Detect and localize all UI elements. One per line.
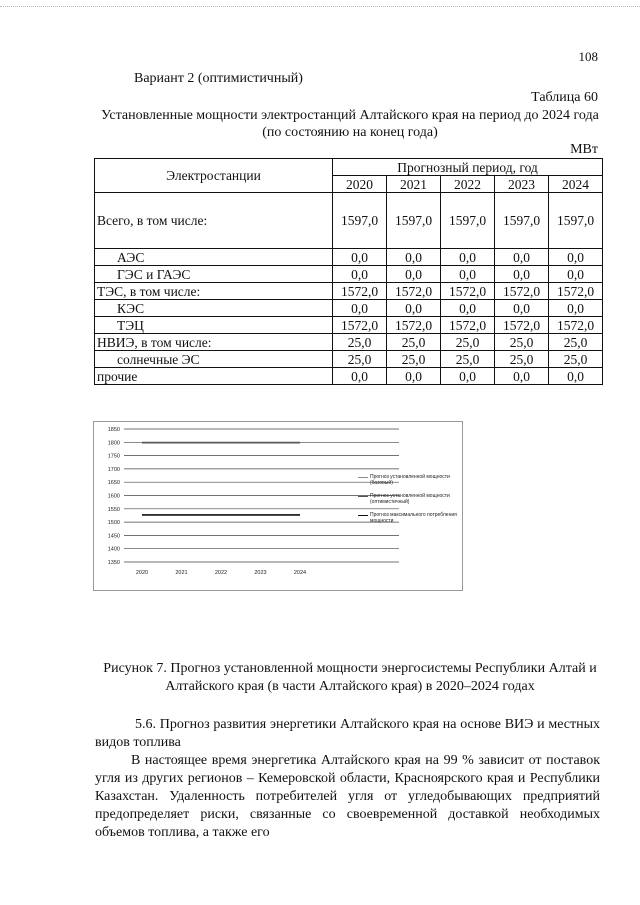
- x-tick-label: 2020: [135, 570, 149, 576]
- row-value: 0,0: [333, 266, 387, 283]
- row-value: 1572,0: [495, 283, 549, 300]
- row-value: 25,0: [333, 334, 387, 351]
- table-unit: МВт: [570, 142, 598, 157]
- legend-item: [358, 474, 458, 486]
- table-row: [95, 300, 603, 317]
- row-value: 1597,0: [441, 193, 495, 249]
- row-value: 1572,0: [333, 317, 387, 334]
- y-tick-label: 1450: [107, 533, 120, 540]
- legend-item: [358, 512, 458, 524]
- row-value: 25,0: [441, 334, 495, 351]
- row-value: 25,0: [549, 334, 603, 351]
- row-value: 25,0: [387, 351, 441, 368]
- section-body: [95, 716, 600, 842]
- row-value: 0,0: [333, 249, 387, 266]
- x-tick-label: 2022: [214, 570, 228, 576]
- table-row: [95, 249, 603, 266]
- scan-artifact-line: [0, 6, 640, 7]
- capacity-table: [94, 158, 603, 385]
- header-period: Прогнозный период, год: [333, 159, 603, 176]
- row-value: 0,0: [549, 249, 603, 266]
- row-value: 0,0: [387, 249, 441, 266]
- row-value: 1572,0: [441, 283, 495, 300]
- table-row: [95, 368, 603, 385]
- legend-swatch: [358, 496, 368, 497]
- row-label: солнечные ЭС: [95, 351, 333, 368]
- row-value: 0,0: [441, 300, 495, 317]
- table-header-row: [95, 159, 603, 176]
- row-value: 25,0: [495, 334, 549, 351]
- row-value: 0,0: [387, 266, 441, 283]
- legend-label: Прогноз максимального потребления мощности: [370, 512, 457, 524]
- y-tick-label: 1800: [107, 440, 120, 447]
- row-value: 25,0: [549, 351, 603, 368]
- legend-label: Прогноз установленной мощности (оптимистичный): [370, 493, 450, 505]
- x-tick-label: 2023: [254, 570, 267, 576]
- row-value: 0,0: [549, 266, 603, 283]
- legend-label: Прогноз установленной мощности (базовый): [370, 474, 450, 486]
- y-tick-label: 1350: [107, 560, 120, 566]
- table-row: [95, 193, 603, 249]
- y-tick-label: 1750: [107, 453, 120, 460]
- table-title: Установленные мощности электростанций Алтайского края на период до 2024 года (по состоянию на конец года): [101, 108, 599, 140]
- row-value: 1572,0: [549, 283, 603, 300]
- table-row: [95, 266, 603, 283]
- table-row: [95, 283, 603, 300]
- legend-item: [358, 493, 458, 505]
- y-tick-label: 1700: [107, 466, 120, 473]
- row-value: 0,0: [495, 368, 549, 385]
- header-year: 2021: [387, 176, 441, 193]
- row-label: АЭС: [95, 249, 333, 266]
- chart-legend: [358, 474, 458, 531]
- row-value: 0,0: [441, 368, 495, 385]
- table-row: [95, 351, 603, 368]
- y-tick-label: 1650: [107, 480, 120, 487]
- y-tick-label: 1850: [107, 427, 120, 433]
- body-paragraph: В настоящее время энергетика Алтайского края на 99 % зависит от поставок угля из других регионов – Кемеровской области, Красноярского края и Республики Казахстан. Удаленность потребителей угля от угледобывающих предприятий предопределяет риски, связанные со своевременной доставкой необходимых объемов топлива, а также его: [95, 753, 600, 840]
- row-value: 1572,0: [495, 317, 549, 334]
- header-year: 2023: [495, 176, 549, 193]
- variant-title: Вариант 2 (оптимистичный): [134, 71, 303, 86]
- row-value: 1597,0: [333, 193, 387, 249]
- row-label: ТЭЦ: [95, 317, 333, 334]
- row-value: 1572,0: [387, 283, 441, 300]
- y-tick-label: 1400: [107, 546, 120, 553]
- row-value: 0,0: [387, 368, 441, 385]
- row-value: 1597,0: [549, 193, 603, 249]
- row-value: 25,0: [333, 351, 387, 368]
- header-stations: Электростанции: [95, 159, 333, 193]
- figure-caption: Рисунок 7. Прогноз установленной мощности энергосистемы Республики Алтай и Алтайского края (в части Алтайского края) в 2020–2024 годах: [103, 661, 597, 694]
- row-value: 25,0: [441, 351, 495, 368]
- y-tick-label: 1600: [107, 493, 120, 500]
- table-row: [95, 317, 603, 334]
- y-tick-label: 1550: [107, 506, 120, 513]
- header-year: 2022: [441, 176, 495, 193]
- row-label: ГЭС и ГАЭС: [95, 266, 333, 283]
- row-value: 0,0: [441, 249, 495, 266]
- header-year: 2024: [549, 176, 603, 193]
- row-value: 25,0: [387, 334, 441, 351]
- row-label: НВИЭ, в том числе:: [95, 334, 333, 351]
- row-value: 25,0: [495, 351, 549, 368]
- row-value: 0,0: [549, 368, 603, 385]
- row-value: 0,0: [333, 368, 387, 385]
- row-value: 1572,0: [333, 283, 387, 300]
- table-row: [95, 334, 603, 351]
- header-year: 2020: [333, 176, 387, 193]
- row-value: 0,0: [441, 266, 495, 283]
- row-value: 0,0: [549, 300, 603, 317]
- x-tick-label: 2021: [175, 570, 188, 576]
- row-value: 1597,0: [387, 193, 441, 249]
- row-label: ТЭС, в том числе:: [95, 283, 333, 300]
- row-value: 1572,0: [441, 317, 495, 334]
- row-value: 1572,0: [387, 317, 441, 334]
- row-value: 0,0: [387, 300, 441, 317]
- row-label: Всего, в том числе:: [95, 193, 333, 249]
- section-heading: 5.6. Прогноз развития энергетики Алтайского края на основе ВИЭ и местных видов топлива: [95, 717, 600, 750]
- row-value: 1572,0: [549, 317, 603, 334]
- row-value: 0,0: [333, 300, 387, 317]
- row-value: 0,0: [495, 266, 549, 283]
- row-label: КЭС: [95, 300, 333, 317]
- row-value: 0,0: [495, 300, 549, 317]
- row-value: 0,0: [495, 249, 549, 266]
- x-tick-label: 2024: [293, 570, 307, 576]
- row-label: прочие: [95, 368, 333, 385]
- page-number: 108: [578, 49, 598, 64]
- legend-swatch: [358, 477, 368, 478]
- legend-swatch: [358, 515, 368, 516]
- y-tick-label: 1500: [107, 520, 120, 527]
- row-value: 1597,0: [495, 193, 549, 249]
- table-number: Таблица 60: [531, 90, 598, 105]
- capacity-forecast-chart: [93, 421, 463, 591]
